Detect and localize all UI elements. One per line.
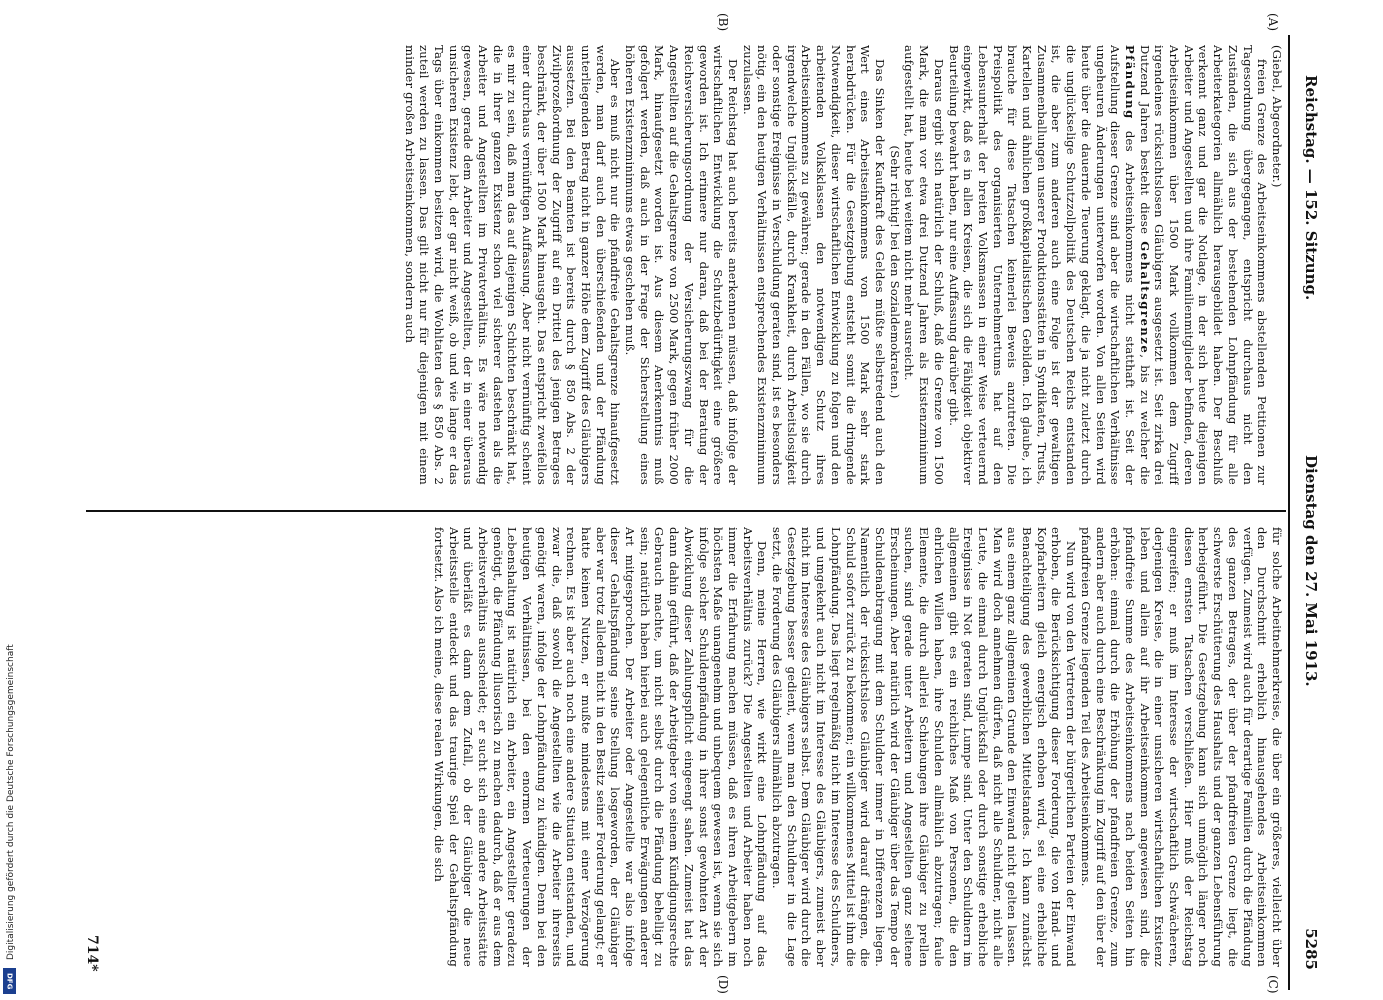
paragraph: Nun wird von den Vertretern der bürgerlichen Parteien der Einwand erhoben, die Berücksichtigung dieser Forderung, die von Hand- und Kopfarbeitern gleich energisch erhoben wird, sei eine erhebliche Benachteiligung des gewerblichen Mittelstandes. Ich kann zunächst aus einem ganz allgemeinen Grunde den Einwand nicht gelten lassen. Man wird doch annehmen dürfen, daß nicht alle Schuldner, nicht alle Leute, die einmal durch Unglücksfall oder durch sonstige erhebliche Ereignisse in Not geraten sind, Lumpe sind. Unter den Schuldnern im allgemeinen gibt es ein reichliches Maß von Personen, die den ehrlichen Willen haben, ihre Schulden allmählich abzutragen; faule Elemente, die durch allerlei Schiebungen ihre Gläubiger zu prellen suchen, sind gerade unter Arbeitern und Angestellten ganz seltene Erscheinungen. Aber natürlich wird der Gläubiger über das Tempo der Schuldenabtragung mit dem Schuldner immer in Differenzen liegen. Namentlich der rücksichtslose Gläubiger wird darauf drängen, die Schuld sofort zurück zu bekommen; ein willkommenes Mittel ist ihm die Lohnpfändung. Das liegt regelmäßig nicht im Interesse des Schuldners, und umgekehrt auch nicht im Interesse des Gläubigers, zumeist aber nicht im Interesse des Gläubigers selbst. Dem Gläubiger wird durch die Gesetzgebung besser gedient, wenn man den Schuldner in die Lage setzt, die Forderung des Gläubigers allmählich abzutragen.	[770, 527, 1079, 967]
paragraph: Daraus ergibt sich natürlich der Schluß, daß die Grenze von 1500 Mark, die man vor etwa drei Dutzend Jahren als Existenzminimum aufgestellt hat, heute bei weitem nicht mehr ausreicht.	[902, 45, 946, 485]
paragraph	[946, 45, 1269, 485]
paragraph: Denn, meine Herren, wie wirkt eine Lohnpfändung auf das Arbeitsverhältnis zurück? Die Angestellten und Arbeiter haben noch immer die Erfahrung machen müssen, daß es ihren Arbeitgebern im höchsten Maße unangenehm und unbequem gewesen ist, wenn sie sich infolge solcher Schuldenpfändung in ihrer sonst gewohnten Art der Abwicklung dieser Zahlungspflicht eingeengt sahen. Zumeist hat das dann dahin geführt, daß der Arbeitgeber von seinem Kündigungsrechte Gebrauch machte, um nicht selbst durch die Pfändung behelligt zu sein; natürlich haben hierbei auch gelegentliche Erwägungen anderer Art mitgesprochen. Der Arbeiter oder Angestellte war also infolge dieser Gehaltspfändung seine Stellung losgeworden, der Gläubiger aber war trotz alledem nicht in den Besitz seiner Forderung gelangt; er hatte keinen Nutzen, er mußte mindestens mit einer Verzögerung rechnen. Es ist aber auch noch eine andere Situation entstanden, und zwar die, daß sowohl die Angestellten wie die Arbeiter ihrerseits genötigt waren, infolge der Lohnpfändung zu kündigen. Denn bei den heutigen Verhältnissen, bei den enormen Verteuerungen der Lebenshaltung ist natürlich ein Arbeiter, ein Angestellter geradezu genötigt, die Pfändung illusorisch zu machen dadurch, daß er aus dem Arbeitsverhältnis ausscheidet; er sucht sich eine andere Arbeitsstätte und überläßt es dann dem Zufall, ob der Gläubiger die neue Arbeitsstelle entdeckt und das traurige Spiel der Gehaltspfändung fortsetzt. Also ich meine, diese realen Wirkungen, die sich	[431, 527, 770, 967]
margin-marker-c: (C)	[1266, 975, 1280, 994]
page-header	[1290, 35, 1330, 990]
speaker-line: (Giebel, Abgeordneter.)	[1270, 45, 1284, 188]
right-column	[94, 527, 1284, 967]
emphasis-gehaltsgrenze: Gehaltsgrenze	[1137, 241, 1152, 355]
interjection: (Sehr richtig! bei den Sozialdemokraten.)	[887, 145, 902, 399]
credit-text: Digitalisierung gefördert durch die Deutsche Forschungsgemeinschaft	[6, 644, 16, 960]
emphasis-pfaendung: Pfändung	[1122, 45, 1137, 120]
text-run: des Arbeitseinkommens nicht statthaft ist. Seit der Aufstellung dieser Grenze sind aber die wirtschaftlichen Verhältnisse ungeheuren Änderungen unterworfen worden. Von allen Seiten wird heute über die dauernde Teuerung geklagt, die ja nicht zuletzt durch die unglückselige Schutzzollpolitik des Deutschen Reichs entstanden ist, die aber zum anderen auch eine Folge ist der gewaltigen Zusammenballungen unserer Produktionsstätten in Syndikaten, Trusts, Kartellen und ähnlichen großkapitalistischen Gebilden. Ich glaube, ich brauche für diese Tatsachen keinerlei Beweis anzutreten. Die Preispolitik des organisierten Unternehmertums hat auf den Lebensunterhalt der breiten Volksmassen in einer Weise verteuernd eingewirkt, daß es in allen Kreisen, die sich die Fähigkeit objektiver Beurteilung bewahrt haben, nur eine Auffassung darüber gibt.	[946, 45, 1137, 485]
margin-marker-a: (A)	[1266, 13, 1280, 32]
paragraph: für solche Arbeitnehmerkreise, die über ein größeres, vielleicht über den Durchschnitt erheblich hinausgehendes Arbeitseinkommen verfügen. Zumeist wird auch für derartige Familien durch die Pfändung des ganzen Betrages, der über der pfandfreien Grenze liegt, die schwerste Erschütterung des Haushalts und der ganzen Lebensführung herbeigeführt. Die Gesetzgebung kann sich unmöglich länger noch diesen ernsten Tatsachen verschließen. Hier muß der Reichstag eingreifen; er muß im Interesse der wirtschaftlich Schwächeren, derjenigen Kreise, die in einer unsicheren wirtschaftlichen Existenz leben und allein auf ihr Arbeitseinkommen angewiesen sind, die pfandfreie Summe des Arbeitseinkommens nach beiden Seiten hin erhöhen: einmal durch die Erhöhung der pfandfreien Grenze, zum andern aber auch durch eine Beschränkung im Zugriff auf den über der pfandfreien Grenze liegenden Teil des Arbeitseinkommens.	[1078, 527, 1284, 967]
digitization-credit	[0, 0, 20, 1000]
header-left: Reichstag. — 152. Sitzung.	[1302, 75, 1320, 301]
header-date: Dienstag den 27. Mai 1913.	[1302, 455, 1320, 687]
page-number: 5285	[1302, 928, 1320, 970]
paragraph: Aber es muß nicht nur die pfandfreie Gehaltsgrenze hinaufgesetzt werden, man darf auch den überschießenden und der Pfändung unterliegenden Betrag nicht in ganzer Höhe dem Zugriff des Gläubigers aussetzen. Bei den Beamten ist bereits durch § 850 Abs. 2 der Zivilprozeßordnung der Zugriff auf ein Drittel des jenigen Betrages beschränkt, der über 1500 Mark hinausgeht. Das entspricht zweifellos einer durchaus vernünftigen Auffassung. Aber nicht vernünftig scheint es mir zu sein, daß man das auf diejenigen Schichten beschränkt hat, die in ihrer ganzen Existenz schon viel sicherer dastehen als die Arbeiter und Angestellten im Privatverhältnis. Es wäre notwendig gewesen, gerade dem Arbeiter und Angestellten, der in einer überaus unsicheren Existenz lebt, der gar nicht weiß, ob und wie lange er das Tags über einkommen besitzen wird, die Wohltaten des § 850 Abs. 2 zuteil werden zu lassen. Das gilt nicht nur für diejenigen mit einem minder großen Arbeitseinkommen, sondern auch	[402, 45, 623, 485]
paragraph: Das Sinken der Kaufkraft des Geldes müßte selbstredend auch den Wert eines Arbeitseinkommens von 1500 Mark sehr stark herabdrücken. Für die Gesetzgebung entsteht somit die dringende Notwendigkeit, dieser wirtschaftlichen Entwicklung zu folgen und den arbeitenden Volksklassen den notwendigen Schutz ihres Arbeitseinkommens zu gewähren; gerade in den Fällen, wo sie durch irgendwelche Unglücksfälle, durch Krankheit, durch Arbeitslosigkeit oder sonstige Ereignisse in Verschuldung geraten sind, ist es besonders nötig, ein den heutigen Verhältnissen entsprechendes Existenzminimum zuzulassen.	[740, 45, 888, 485]
rotated-page	[80, 13, 1330, 994]
dfg-logo: DFG	[3, 968, 16, 994]
paragraph: Der Reichstag hat auch bereits anerkennen müssen, daß infolge der wirtschaftlichen Entwicklung die Schutzbedürftigkeit eine größere geworden ist. Ich erinnere nur daran, daß bei der Beratung der Reichsversicherungsordnung der Versicherungszwang für die Angestellten auf die Gehaltsgrenze von 2500 Mark, gegen früher 2000 Mark, hinaufgesetzt worden ist. Aus diesem Anerkenntnis muß gefolgert werden, daß auch in der Frage der Sicherstellung eines höheren Existenzminimums etwas geschehen muß.	[623, 45, 740, 485]
margin-marker-b: (B)	[716, 13, 730, 32]
margin-marker-d: (D)	[716, 975, 730, 994]
signature-number: 714*	[84, 935, 100, 972]
text-run: , bis zu welcher die	[1137, 354, 1152, 485]
header-rule	[1288, 35, 1290, 990]
left-column	[94, 45, 1284, 485]
column-divider	[86, 510, 1286, 512]
text-run: freien Grenze des Arbeitseinkommens abstellenden Petitionen zur Tagesordnung übergegangen, entspricht durchaus nicht den Zuständen, die sich aus der bestehenden Lohnpfändung für alle Arbeiterkategorien allmählich herausgebildet haben. Der Beschluß verkennt ganz und gar die Notlage, in der sich heute diejenigen Arbeiter und Angestellten und ihre Familienmitglieder befinden, deren Arbeitseinkommen über 1500 Mark vollkommen dem Zugriff irgendeines rücksichtslosen Gläubigers ausgesetzt ist. Seit zirka drei Dutzend Jahren besteht diese	[1137, 45, 1270, 485]
